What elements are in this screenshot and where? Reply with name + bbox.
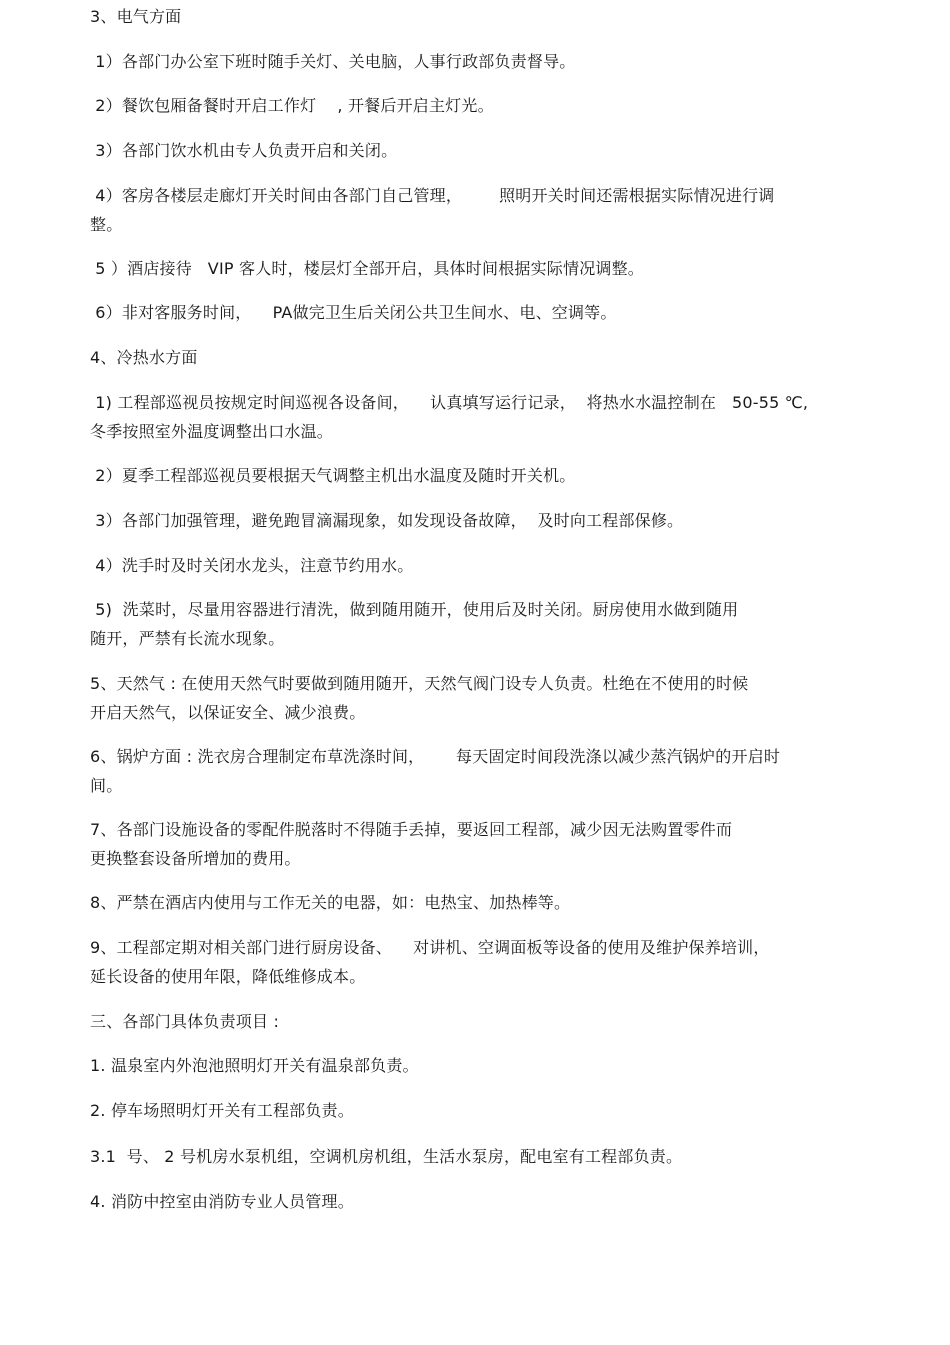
paragraph-line: 2）餐饮包厢备餐时开启工作灯 , 开餐后开启主灯光。 (90, 96, 494, 115)
section-heading-water: 4、冷热水方面 (90, 348, 198, 367)
paragraph-line: 4）洗手时及时关闭水龙头，注意节约用水。 (90, 556, 414, 575)
section-heading-department-items: 三、各部门具体负责项目 : (90, 1012, 280, 1031)
paragraph-line: 冬季按照室外温度调整出口水温。 (90, 422, 334, 441)
section-heading-boiler: 6、锅炉方面 : 洗衣房合理制定布草洗涤时间， 每天固定时间段洗涤以减少蒸汽锅炉的开启时 (90, 747, 781, 766)
paragraph-line: 5 ）酒店接待 VIP 客人时，楼层灯全部开启，具体时间根据实际情况调整。 (90, 259, 645, 278)
paragraph-line: 延长设备的使用年限，降低维修成本。 (90, 967, 366, 986)
paragraph-line: 随开，严禁有长流水现象。 (90, 629, 285, 648)
paragraph-line: 间。 (90, 776, 123, 795)
section-heading-training: 9、工程部定期对相关部门进行厨房设备、 对讲机、空调面板等设备的使用及维护保养培训， (90, 938, 770, 957)
list-item: 2. 停车场照明灯开关有工程部负责。 (90, 1101, 354, 1120)
paragraph-line: 2）夏季工程部巡视员要根据天气调整主机出水温度及随时开关机。 (90, 466, 576, 485)
list-item: 3.1 号、 2 号机房水泵机组，空调机房机组，生活水泵房，配电室有工程部负责。 (90, 1147, 683, 1166)
list-item: 1. 温泉室内外泡池照明灯开关有温泉部负责。 (90, 1056, 419, 1075)
paragraph-line: 开启天然气，以保证安全、减少浪费。 (90, 703, 366, 722)
paragraph-line: 更换整套设备所增加的费用。 (90, 849, 301, 868)
paragraph-line: 1）各部门办公室下班时随手关灯、关电脑，人事行政部负责督导。 (90, 52, 576, 71)
list-item: 4. 消防中控室由消防专业人员管理。 (90, 1192, 354, 1211)
paragraph-line: 整。 (90, 215, 123, 234)
section-heading-spare-parts: 7、各部门设施设备的零配件脱落时不得随手丢掉，要返回工程部，减少因无法购置零件而 (90, 820, 733, 839)
paragraph-line: 3）各部门饮水机由专人负责开启和关闭。 (90, 141, 398, 160)
paragraph-line: 5) 洗菜时，尽量用容器进行清洗，做到随用随开，使用后及时关闭。厨房使用水做到随用 (90, 600, 739, 619)
section-heading-electrical: 3、电气方面 (90, 7, 182, 26)
section-heading-gas: 5、天然气 : 在使用天然气时要做到随用随开，天然气阀门设专人负责。杜绝在不使用的时候 (90, 674, 749, 693)
section-heading-appliances: 8、严禁在酒店内使用与工作无关的电器，如：电热宝、加热棒等。 (90, 893, 571, 912)
paragraph-line: 3）各部门加强管理，避免跑冒滴漏现象，如发现设备故障， 及时向工程部保修。 (90, 511, 684, 530)
paragraph-line: 4）客房各楼层走廊灯开关时间由各部门自己管理， 照明开关时间还需根据实际情况进行调 (90, 186, 775, 205)
paragraph-line: 6）非对客服务时间， PA做完卫生后关闭公共卫生间水、电、空调等。 (90, 303, 617, 322)
paragraph-line: 1) 工程部巡视员按规定时间巡视各设备间， 认真填写运行记录， 将热水水温控制在 50-55 ℃, (90, 393, 809, 412)
